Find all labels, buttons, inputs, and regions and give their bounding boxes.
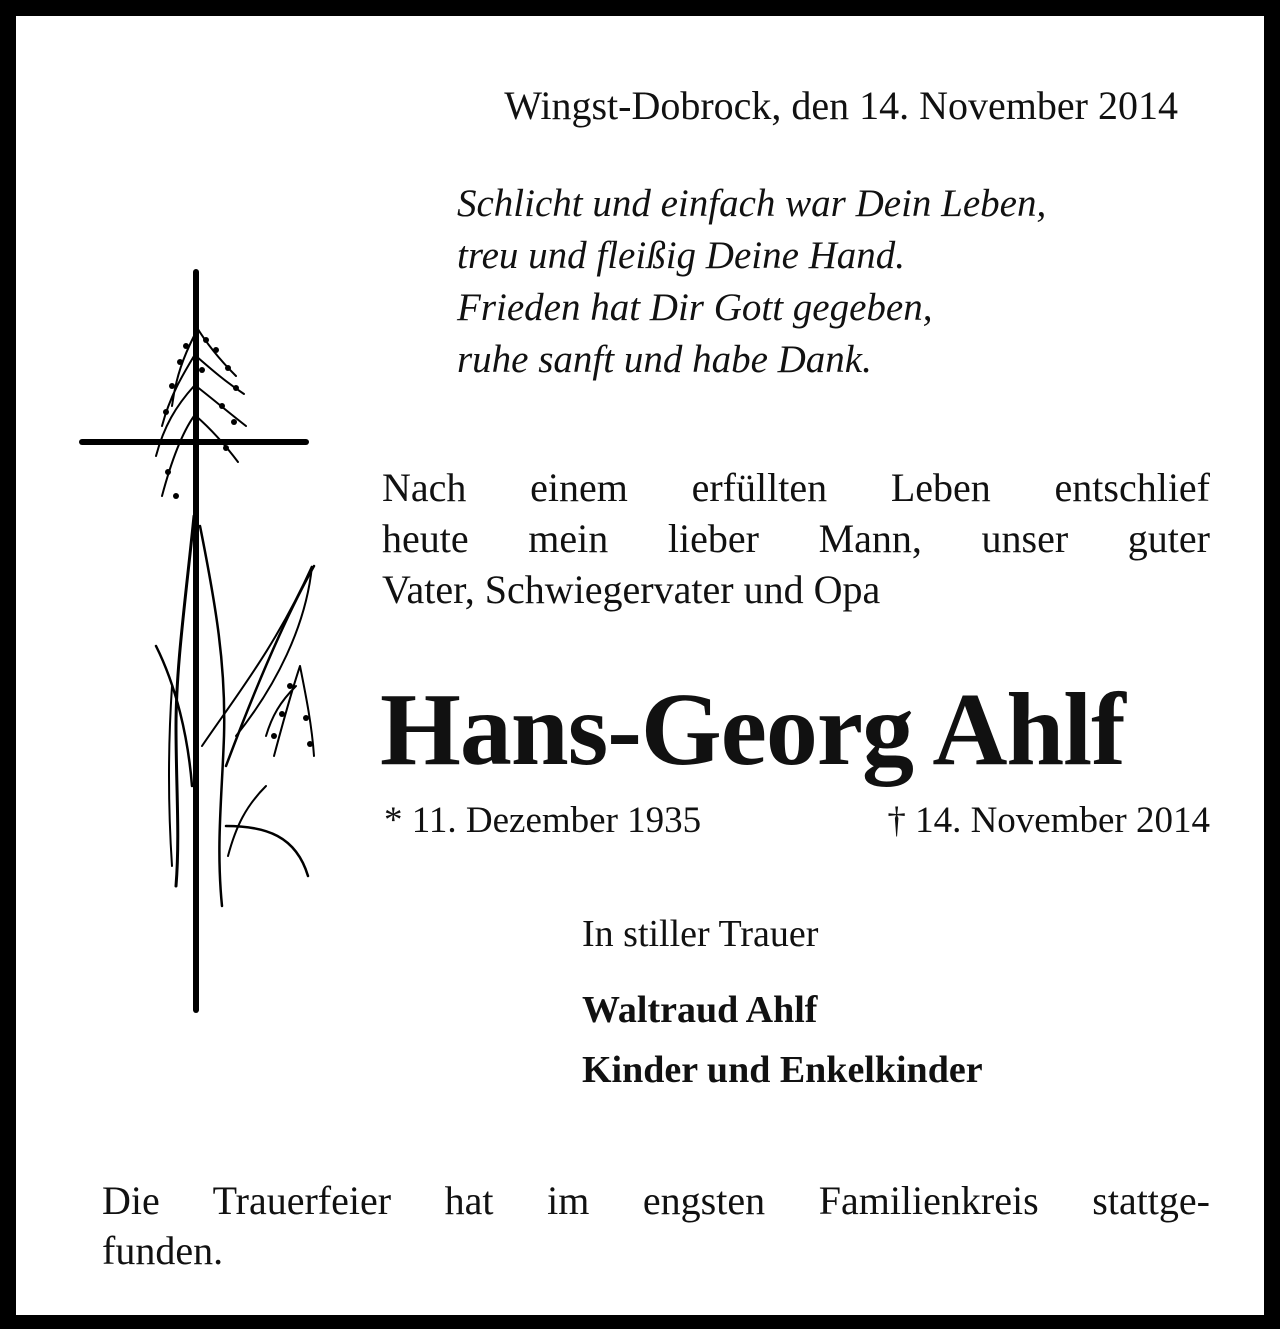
place-and-date: Wingst-Dobrock, den 14. November 2014 [504, 83, 1178, 128]
poem-line: Schlicht und einfach war Dein Leben, [457, 182, 1047, 225]
closing-note [102, 1176, 1210, 1276]
mourning-phrase: In stiller Trauer [582, 913, 819, 955]
mourner-name: Kinder und Enkelkinder [582, 1049, 983, 1091]
poem-line: Frieden hat Dir Gott gegeben, [457, 286, 933, 329]
poem [457, 178, 1227, 386]
poem-line: treu und fleißig Deine Hand. [457, 234, 906, 277]
poem-line: ruhe sanft und habe Dank. [457, 338, 872, 381]
closing-line: Die Trauerfeier hat im engsten Familienkreis stattge- [102, 1178, 1210, 1223]
life-dates [384, 796, 1210, 846]
intro-line: Vater, Schwiegervater und Opa [382, 567, 881, 612]
intro-line: heute mein lieber Mann, unser guter [382, 516, 1210, 561]
death-date: † 14. November 2014 [887, 800, 1210, 841]
intro-text [382, 462, 1210, 615]
mourners-list [582, 980, 983, 1100]
birth-date: * 11. Dezember 1935 [384, 800, 702, 841]
intro-line: Nach einem erfüllten Leben entschlief [382, 465, 1210, 510]
deceased-name: Hans-Georg Ahlf [380, 672, 1125, 787]
mourner-name: Waltraud Ahlf [582, 989, 818, 1031]
closing-line: funden. [102, 1228, 224, 1273]
cross-with-grass-icon [76, 266, 326, 1016]
